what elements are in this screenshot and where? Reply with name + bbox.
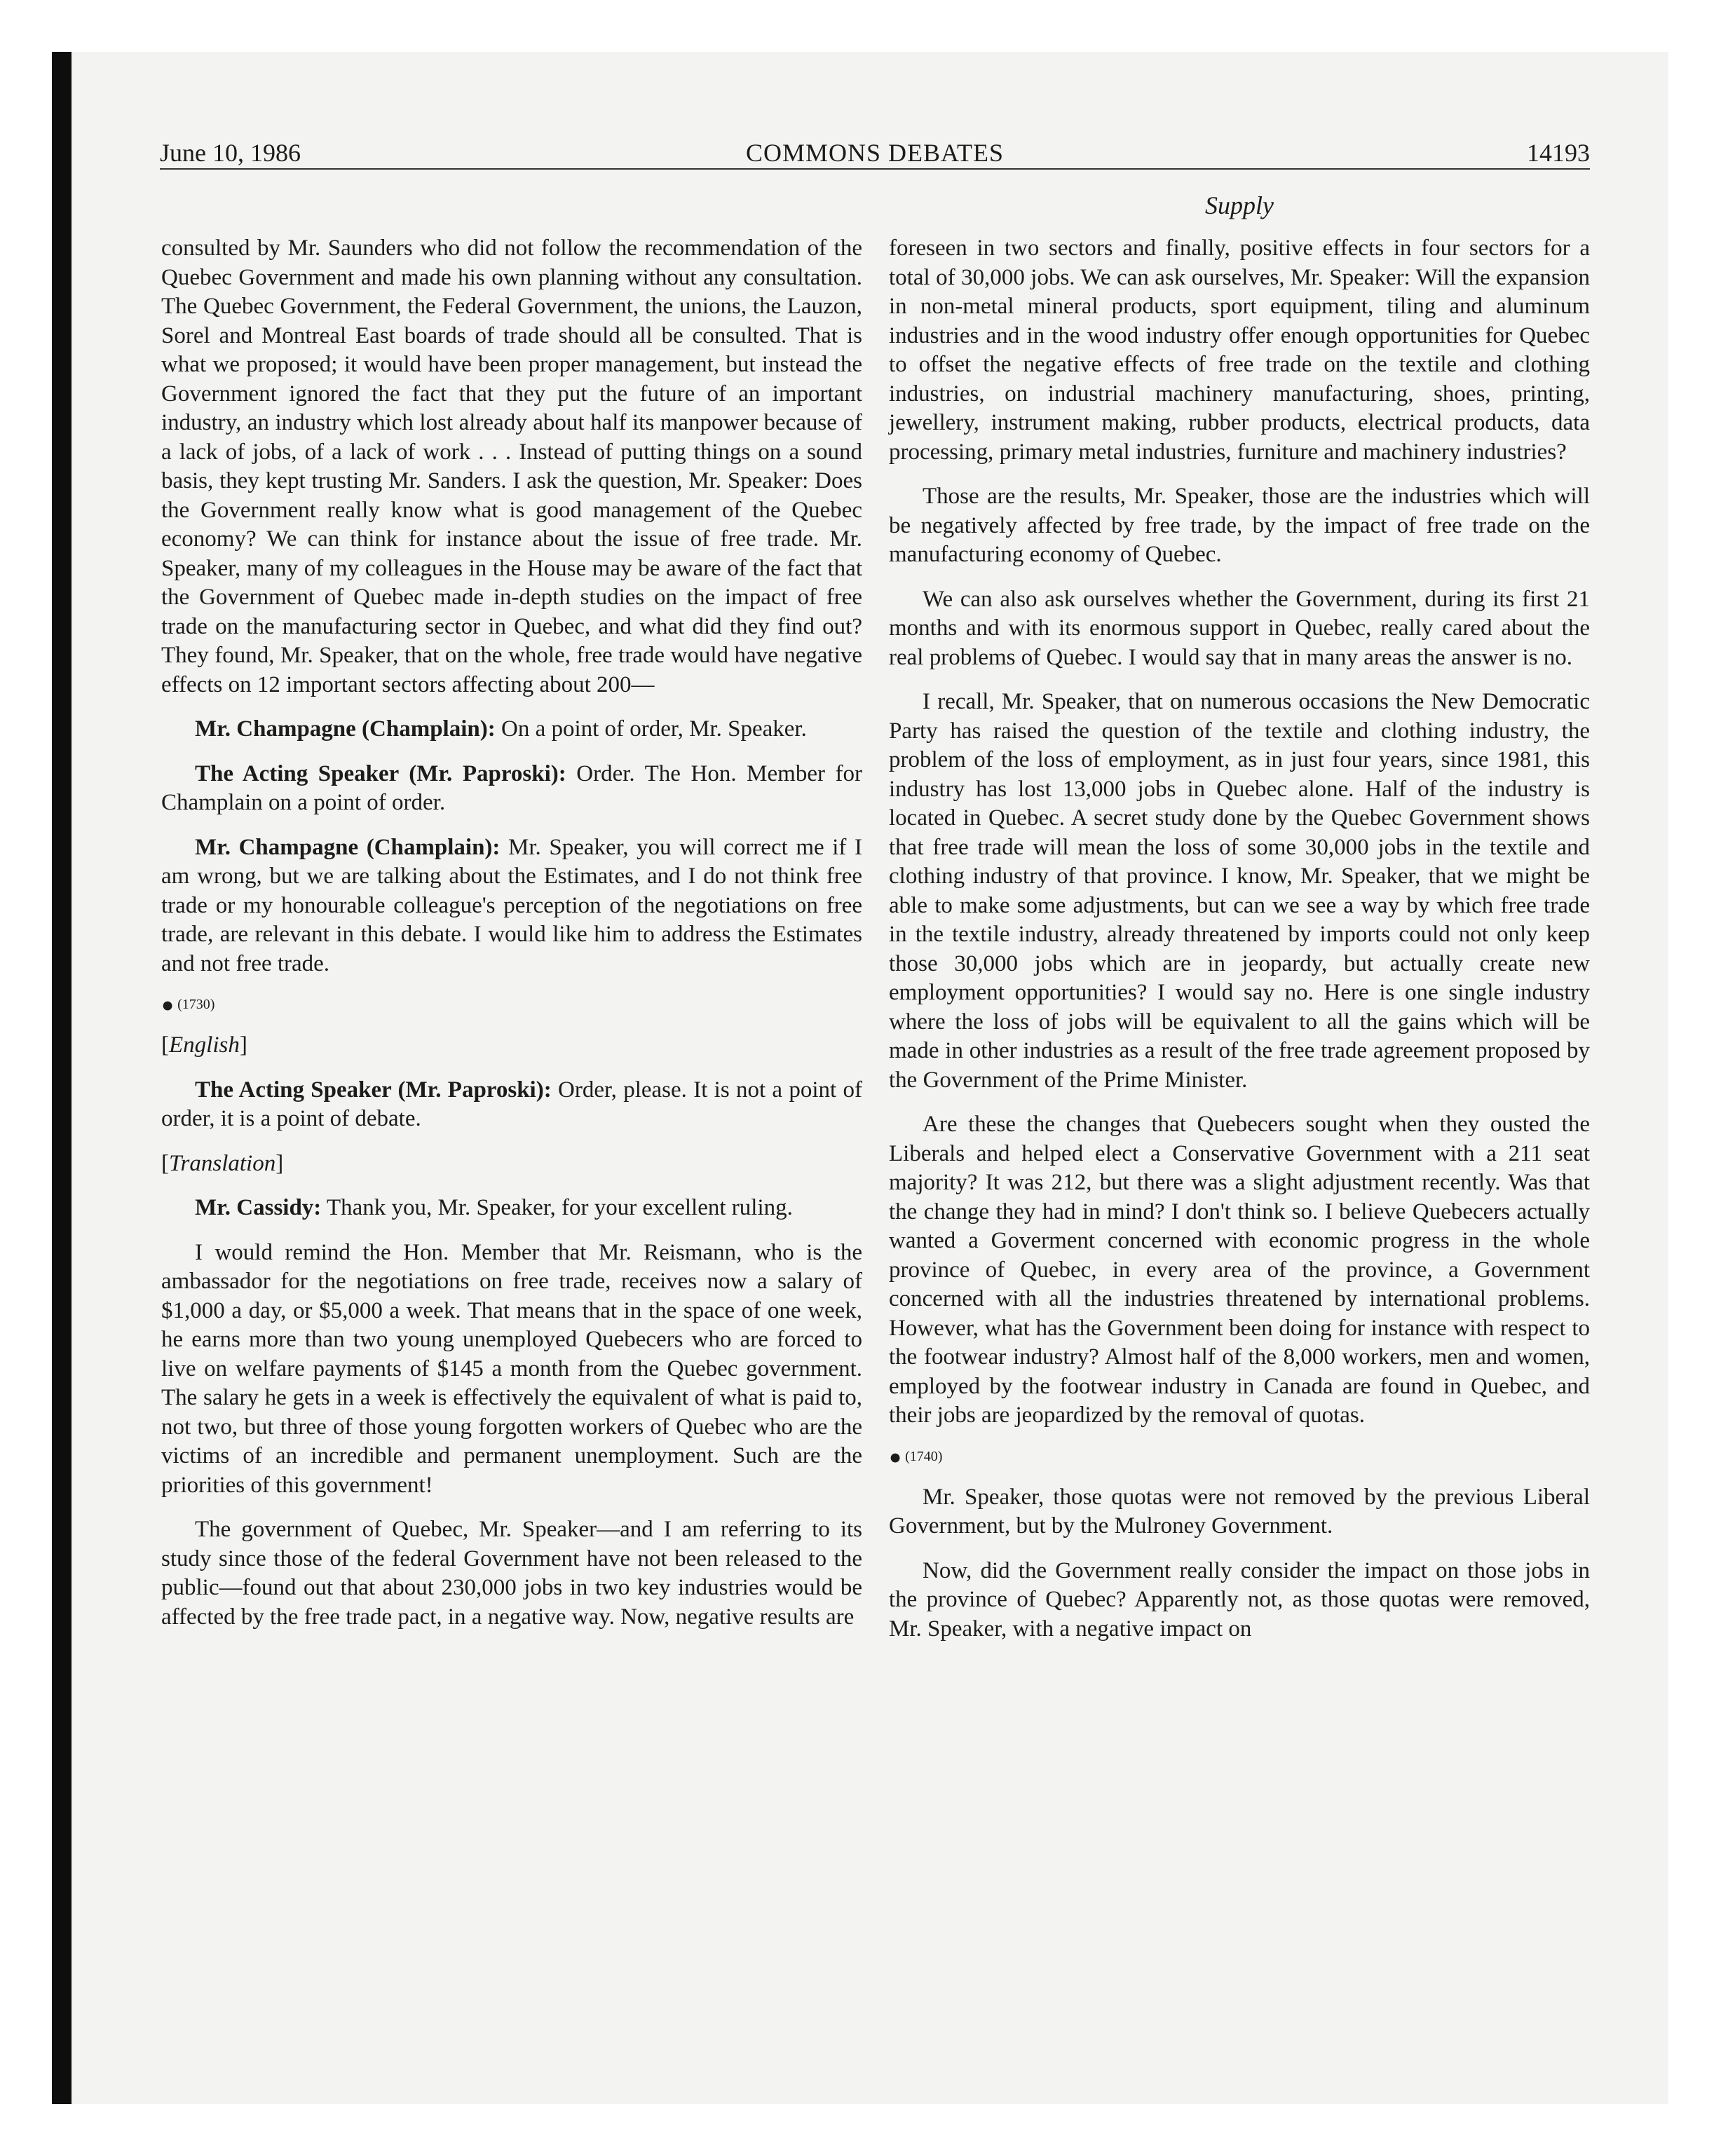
- speaker-name: Mr. Champagne (Champlain):: [195, 716, 496, 742]
- speaker-name: The Acting Speaker (Mr. Paproski):: [195, 1077, 552, 1103]
- header-date: June 10, 1986: [160, 139, 301, 167]
- paragraph: Those are the results, Mr. Speaker, those are the industries which will be negatively affected by free trade, by the impact of free trade on the manufacturing economy of Quebec.: [889, 484, 1590, 567]
- speech: [161, 1194, 862, 1223]
- paragraph: Are these the changes that Quebecers sought when they ousted the Liberals and helped elect a Conservative Government with a 211 seat majority? It was 212, but there was a slight adjustment recently. Was that the change they had in mind? I don't think so. I believe Quebecers actually wanted a Goverment concerned with economic progress in the whole province of Quebec, in every area of the province, a Government concerned with all the industries threatened by international problems. However, what has the Government been doing for instance with respect to the footwear industry? Almost half of the 8,000 workers, men and women, employed by the footwear industry in Canada are found in Quebec, and their jobs are jeopardized by the removal of quotas.: [889, 1112, 1590, 1428]
- speech-text: Order, please. It is not a point of order, it is a point of debate.: [161, 1077, 863, 1132]
- paragraph: I would remind the Hon. Member that Mr. Reismann, who is the ambassador for the negotiations on free trade, receives now a salary of $1,000 a day, or $5,000 a week. That means that in the space of one week, he earns more than two young unemployed Quebecers who are forced to live on welfare payments of $145 a month from the Quebec government. The salary he gets in a week is effectively the equivalent of what is paid to, not two, but three of those young forgotten workers of Quebec who are the victims of an incredible and permanent unemployment. Such are the priorities of this government!: [161, 1239, 862, 1498]
- paragraph: I recall, Mr. Speaker, that on numerous occasions the New Democratic Party has raised the question of the textile and clothing industry, the problem of the loss of employment, as in just four years, since 1981, this industry has lost 13,000 jobs in Quebec alone. Half of the industry is located in Quebec. A secret study done by the Quebec Government shows that free trade will mean the loss of some 30,000 jobs in the textile and clothing industry of that province. I know, Mr. Speaker, that we might be able to make some adjustments, but can we see a way by which free trade in the textile industry, already threatened by imports could not only keep those 30,000 jobs which are in jeopardy, but actually create new employment opportunities? I would say no. Here is one single industry where the loss of jobs will be equivalent to all the gains which will be made in other industries as a result of the free trade agreement proposed by the Government of the Prime Minister.: [889, 689, 1590, 1093]
- paragraph: The government of Quebec, Mr. Speaker—and I am referring to its study since those of the federal Government have not been released to the public—found out that about 230,000 jobs in two key industries would be affected by the free trade pact, in a negative way. Now, negative results are: [161, 1517, 862, 1630]
- paragraph: Now, did the Government really consider the impact on those jobs in the province of Quebec? Apparently not, as those quotas were removed, Mr. Speaker, with a negative impact on: [889, 1557, 1590, 1642]
- paragraph: consulted by Mr. Saunders who did not follow the recommendation of the Quebec Government and made his own planning without any consultation. The Quebec Government, the Federal Government, the unions, the Lauzon, Sorel and Montreal East boards of trade should all be consulted. That is what we proposed; it would have been proper management, but instead the Government ignored the fact that they put the future of an important industry, an industry which lost already about half its manpower because of a lack of jobs, of a lack of work . . . Instead of putting things on a sound basis, they kept trusting Mr. Sanders. I ask the question, Mr. Speaker: Does the Government really know what is good management of the Quebec economy? We can think for instance about the issue of free trade. Mr. Speaker, many of my colleagues in the House may be aware of the fact that the Government of Quebec made in-depth studies on the impact of free trade on the manufacturing sector in Quebec, and what did they find out? They found, Mr. Speaker, that on the whole, free trade would have negative effects on 12 important sectors affecting about 200—: [161, 236, 862, 697]
- right-column: [889, 234, 1590, 1659]
- bullet-icon: ●: [889, 1445, 902, 1468]
- bullet-icon: ●: [161, 993, 175, 1017]
- speech: [161, 1076, 862, 1134]
- speech: [161, 760, 862, 818]
- header-page-number: 14193: [1527, 139, 1590, 167]
- timestamp: [161, 994, 862, 1016]
- scan-edge: [52, 52, 72, 2104]
- timestamp-text: (1740): [905, 1448, 943, 1464]
- paragraph: We can also ask ourselves whether the Government, during its first 21 months and with its enormous support in Quebec, really cared about the real problems of Quebec. I would say that in many areas the answer is no.: [889, 586, 1590, 670]
- speech: [161, 715, 862, 744]
- language-tag-text: English: [169, 1032, 240, 1058]
- paragraph: Mr. Speaker, those quotas were not removed by the previous Liberal Government, but by the Mulroney Government.: [889, 1484, 1590, 1539]
- speech-text: On a point of order, Mr. Speaker.: [501, 716, 807, 742]
- speech-text: Thank you, Mr. Speaker, for your excellent ruling.: [326, 1195, 793, 1221]
- language-tag: [English]: [161, 1032, 247, 1058]
- speech-text: Order. The Hon. Member for Champlain on a point of order.: [161, 760, 862, 815]
- paragraph: foreseen in two sectors and finally, positive effects in four sectors for a total of 30,000 jobs. We can ask ourselves, Mr. Speaker: Will the expansion in non-metal mineral products, sport equipment, tiling and aluminum industries and in the wood industry offer enough opportunities for Quebec to offset the negative effects of free trade on the textile and clothing industries, on industrial machinery manufacturing, shoes, printing, jewellery, instrument making, rubber products, electrical products, data processing, primary metal industries, furniture and machinery industries?: [889, 236, 1590, 465]
- speech-text: Mr. Speaker, you will correct me if I am wrong, but we are talking about the Estimates, and I do not think free trade or my honourable colleague's perception of the negotiations on free trade, are relevant in this debate. I would like him to address the Estimates and not free trade.: [161, 834, 862, 976]
- language-tag: [Translation]: [161, 1150, 284, 1176]
- speech: [161, 833, 862, 979]
- speaker-name: Mr. Champagne (Champlain):: [195, 834, 501, 860]
- left-column: [161, 234, 862, 1647]
- timestamp-text: (1730): [177, 997, 215, 1012]
- speaker-name: The Acting Speaker (Mr. Paproski):: [195, 760, 566, 786]
- speaker-name: Mr. Cassidy:: [195, 1195, 322, 1221]
- page-header: [160, 133, 1590, 172]
- section-title: Supply: [1205, 191, 1274, 219]
- language-tag-text: Translation: [169, 1150, 276, 1176]
- timestamp: [889, 1446, 1590, 1468]
- header-title: COMMONS DEBATES: [745, 139, 1005, 167]
- header-rule: [160, 168, 1590, 170]
